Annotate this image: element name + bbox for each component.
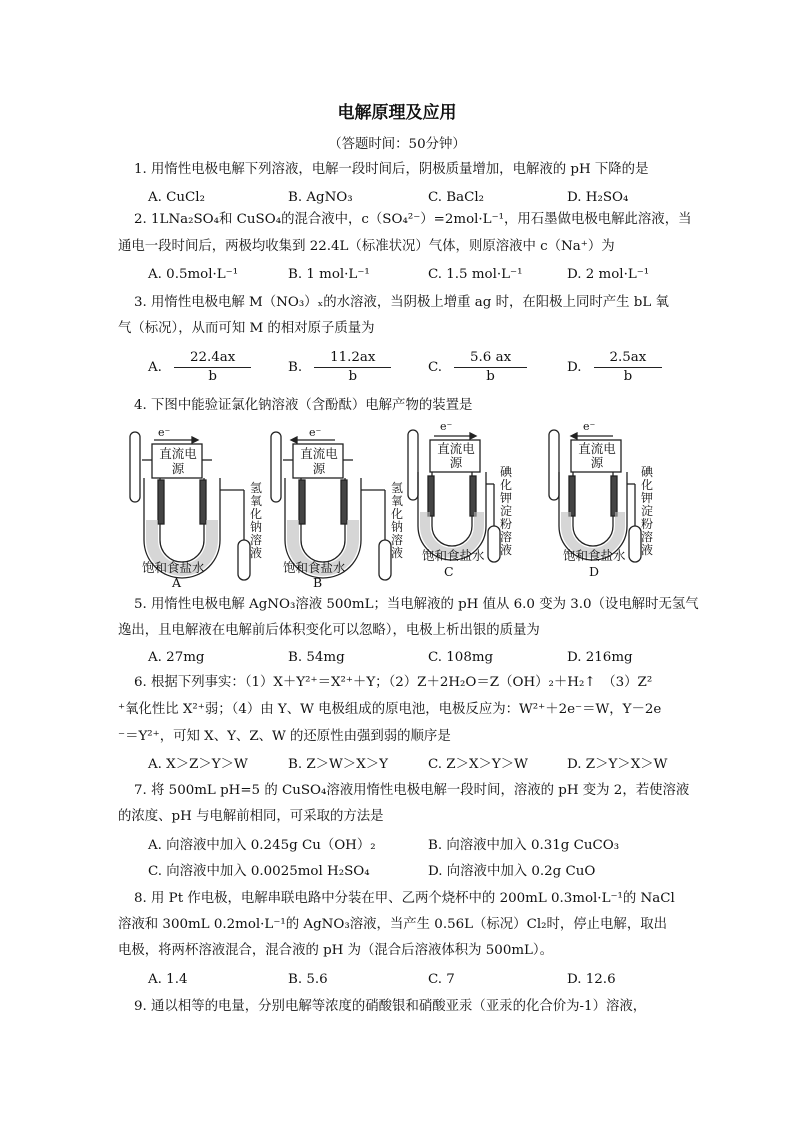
q5-stem-line1: 5. 用惰性电极电解 AgNO₃溶液 500mL；当电解液的 pH 值从 6.0 变为 3.0（设电解时无氢气	[134, 597, 699, 612]
q7-option-b: B. 向溶液中加入 0.31g CuCO₃	[428, 838, 620, 853]
q3-c-denominator: b	[486, 369, 495, 384]
q5-option-d: D. 216mg	[567, 650, 633, 665]
q3-stem-line1: 3. 用惰性电极电解 M（NO₃）ₓ的水溶液，当阴极上增重 ag 时，在阳极上同时产生 bL 氧	[134, 295, 669, 310]
q3-a-denominator: b	[208, 369, 217, 384]
q8-stem-line3: 电极，将两杯溶液混合，混合液的 pH 为（混合后溶液体积为 500mL）。	[118, 943, 554, 958]
apparatus-c-brine-label: 饱和食盐水	[422, 548, 485, 563]
q1-option-c: C. BaCl₂	[428, 190, 485, 205]
q6-stem-line3: ⁻＝Y²⁺，可知 X、Y、Z、W 的还原性由强到弱的顺序是	[118, 729, 451, 744]
q1-option-a: A. CuCl₂	[148, 190, 205, 205]
apparatus-d-electron-label: e⁻	[583, 420, 596, 433]
apparatus-a-naoh-label: 氢氧化钠溶液	[250, 481, 263, 560]
time-limit: （答题时间：50分钟）	[328, 137, 466, 152]
apparatus-b-letter: B	[313, 575, 323, 590]
q3-option-d-label: D.	[567, 360, 582, 375]
q3-option-b-label: B.	[288, 360, 303, 375]
q6-stem-line1: 6. 根据下列事实：（1）X＋Y²⁺＝X²⁺＋Y；（2）Z＋2H₂O＝Z（OH）₂＋H₂↑ （3）Z²	[134, 675, 653, 690]
q7-option-d: D. 向溶液中加入 0.2g CuO	[428, 864, 596, 879]
apparatus-c-ki-starch-label: 碘化钾淀粉溶液	[500, 465, 513, 557]
q4-stem: 4. 下图中能验证氯化钠溶液（含酚酞）电解产物的装置是	[134, 398, 473, 413]
q8-stem-line2: 溶液和 300mL 0.2mol·L⁻¹的 AgNO₃溶液，当产生 0.56L（标况）Cl₂时，停止电解，取出	[118, 917, 667, 932]
q2-option-a: A. 0.5mol·L⁻¹	[148, 267, 239, 282]
q7-stem-line1: 7. 将 500mL pH=5 的 CuSO₄溶液用惰性电极电解一段时间，溶液的 pH 变为 2，若使溶液	[134, 783, 690, 798]
apparatus-a-letter: A	[172, 575, 182, 590]
q3-option-d	[567, 349, 662, 386]
q5-option-a: A. 27mg	[148, 650, 205, 665]
apparatus-b-brine-label: 饱和食盐水	[283, 560, 346, 575]
q3-option-c-label: C.	[428, 360, 443, 375]
q6-option-d: D. Z＞Y＞X＞W	[567, 757, 668, 772]
q3-b-numerator: 11.2ax	[314, 349, 391, 368]
apparatus-a	[122, 420, 262, 590]
q2-option-b: B. 1 mol·L⁻¹	[288, 267, 370, 282]
apparatus-b-naoh-label: 氢氧化钠溶液	[391, 481, 404, 560]
q5-option-b: B. 54mg	[288, 650, 345, 665]
q1-option-b: B. AgNO₃	[288, 190, 353, 205]
q5-stem-line2: 逸出，且电解液在电解前后体积变化可以忽略），电极上析出银的质量为	[118, 623, 540, 638]
q2-stem-line2: 通电一段时间后，两极均收集到 22.4L（标准状况）气体，则原溶液中 c（Na⁺）为	[118, 239, 615, 254]
q3-option-a-label: A.	[148, 360, 162, 375]
apparatus-a-electron-label: e⁻	[158, 426, 171, 439]
q8-option-b: B. 5.6	[288, 972, 328, 987]
q3-option-c	[428, 349, 527, 386]
q1-stem: 1. 用惰性电极电解下列溶液，电解一段时间后，阴极质量增加，电解液的 pH 下降的是	[134, 162, 649, 177]
q6-option-c: C. Z＞X＞Y＞W	[428, 757, 528, 772]
apparatus-a-power-label: 直流电源	[159, 446, 197, 476]
q6-option-b: B. Z＞W＞X＞Y	[288, 757, 388, 772]
q3-stem-line2: 气（标况），从而可知 M 的相对原子质量为	[118, 321, 375, 336]
q8-option-a: A. 1.4	[148, 972, 188, 987]
apparatus-c-power-label: 直流电源	[437, 441, 475, 470]
q5-option-c: C. 108mg	[428, 650, 494, 665]
q6-option-a: A. X＞Z＞Y＞W	[148, 757, 248, 772]
q3-c-numerator: 5.6 ax	[454, 349, 527, 368]
apparatus-d	[545, 420, 675, 586]
apparatus-b-electron-label: e⁻	[309, 426, 322, 439]
q3-d-numerator: 2.5ax	[594, 349, 663, 368]
apparatus-d-ki-starch-label: 碘化钾淀粉溶液	[641, 465, 654, 557]
apparatus-d-brine-label: 饱和食盐水	[563, 548, 626, 563]
q8-option-c: C. 7	[428, 972, 455, 987]
q7-stem-line2: 的浓度、pH 与电解前相同，可采取的方法是	[118, 809, 384, 824]
q3-a-numerator: 22.4ax	[174, 349, 251, 368]
q3-b-denominator: b	[348, 369, 358, 384]
apparatus-d-power-label: 直流电源	[578, 441, 616, 470]
q1-option-d: D. H₂SO₄	[567, 190, 629, 205]
apparatus-c	[404, 420, 534, 586]
apparatus-b	[263, 420, 403, 590]
q3-option-a	[148, 349, 251, 386]
apparatus-d-letter: D	[589, 564, 600, 579]
q2-stem-line1: 2. 1LNa₂SO₄和 CuSO₄的混合液中，c（SO₄²⁻）=2mol·L⁻¹，用石墨做电极电解此溶液，当	[134, 212, 692, 227]
apparatus-a-brine-label: 饱和食盐水	[142, 560, 205, 575]
apparatus-b-power-label: 直流电源	[300, 446, 338, 476]
q2-option-d: D. 2 mol·L⁻¹	[567, 267, 650, 282]
q8-stem-line1: 8. 用 Pt 作电极，电解串联电路中分装在甲、乙两个烧杯中的 200mL 0.3mol·L⁻¹的 NaCl	[134, 891, 675, 906]
q7-option-c: C. 向溶液中加入 0.0025mol H₂SO₄	[148, 864, 370, 879]
q6-stem-line2: ⁺氧化性比 X²⁺弱；（4）由 Y、W 电极组成的原电池，电极反应为：W²⁺＋2e⁻＝W，Y－2e	[118, 702, 662, 717]
apparatus-c-letter: C	[444, 564, 454, 579]
q7-option-a: A. 向溶液中加入 0.245g Cu（OH）₂	[148, 838, 376, 853]
q3-d-denominator: b	[623, 369, 633, 384]
q3-option-b	[288, 349, 391, 386]
apparatus-c-electron-label: e⁻	[440, 420, 453, 433]
page-title: 电解原理及应用	[337, 103, 457, 123]
q9-stem: 9. 通以相等的电量，分别电解等浓度的硝酸银和硝酸亚汞（亚汞的化合价为-1）溶液，	[134, 999, 647, 1014]
q2-option-c: C. 1.5 mol·L⁻¹	[428, 267, 523, 282]
q8-option-d: D. 12.6	[567, 972, 616, 987]
